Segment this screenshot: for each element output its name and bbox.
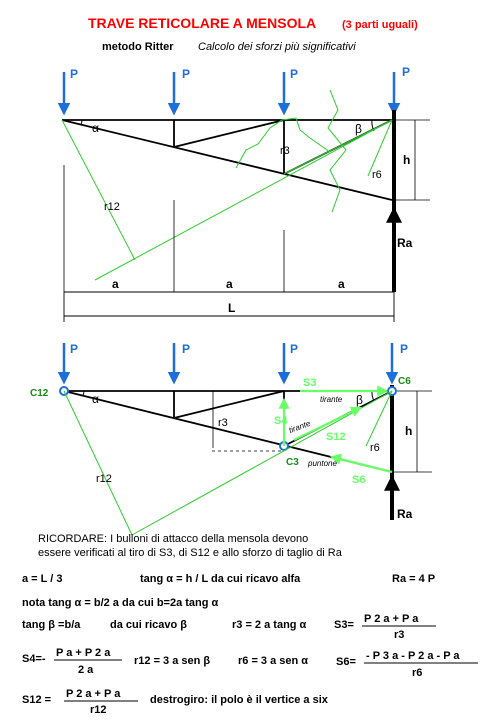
beta-label: β	[356, 393, 363, 407]
s4-numerator: P a + P 2 a	[56, 647, 111, 659]
formula-b: nota tang α = b/2 a da cui b=2a tang α	[22, 597, 219, 609]
r6-perpendicular	[368, 120, 392, 176]
s6-denominator: r6	[412, 667, 423, 679]
c3-label: C3	[286, 457, 299, 468]
s3-denominator: r3	[394, 629, 405, 641]
tirante-label: tirante	[320, 395, 343, 404]
r6-label: r6	[370, 442, 380, 454]
c6-label: C6	[398, 376, 411, 387]
s4-label: S4	[274, 415, 288, 427]
h-label: h	[405, 424, 413, 438]
s6-numerator: - P 3 a - P 2 a - P a	[366, 650, 460, 662]
r12-label: r12	[96, 473, 112, 485]
formula-tang-beta: tang β =b/a	[22, 619, 81, 631]
r6-perpendicular	[366, 391, 392, 446]
load-label: P	[290, 342, 299, 356]
diagram-title: TRAVE RETICOLARE A MENSOLA	[88, 15, 317, 31]
s3-lhs: S3=	[334, 619, 354, 631]
r3-label: r3	[218, 417, 228, 429]
method-label: metodo Ritter	[102, 41, 174, 53]
ra-label: Ra	[397, 507, 413, 521]
load-label: P	[402, 65, 411, 79]
formula-a: a = L / 3	[22, 573, 63, 585]
formula-ra: Ra = 4 P	[392, 573, 436, 585]
beta-arc	[372, 391, 374, 401]
formula-tang-alpha: tang α = h / L da cui ricavo alfa	[140, 573, 301, 585]
construction-lines-1	[62, 90, 392, 280]
formula-beta-derive: da cui ricavo β	[110, 619, 188, 631]
truss-2	[30, 342, 432, 535]
r12-perpendicular	[62, 120, 135, 260]
s6-label: S6	[352, 474, 366, 486]
title-note: (3 parti uguali)	[342, 19, 418, 31]
a-label: a	[338, 277, 345, 291]
r12-label: r12	[104, 201, 120, 213]
formula-r6: r6 = 3 a sen α	[238, 655, 309, 667]
bottom-chord	[62, 120, 392, 200]
alpha-label: α	[92, 121, 99, 135]
r6-line	[284, 120, 392, 174]
formula-destrogiro: destrogiro: il polo è il vertice a six	[150, 694, 328, 706]
s4-denominator: 2 a	[78, 664, 94, 676]
s6-lhs: S6=	[336, 656, 356, 668]
r12-construction	[95, 120, 392, 280]
formula-r3: r3 = 2 a tang α	[232, 619, 307, 631]
formula-r12: r12 = 3 a sen β	[134, 655, 211, 667]
s3-numerator: P 2 a + P a	[364, 613, 419, 625]
s12-label: S12	[326, 431, 346, 443]
a-label: a	[112, 277, 119, 291]
load-label: P	[70, 67, 79, 81]
beta-label: β	[355, 122, 362, 136]
diagonal-member	[174, 120, 284, 147]
r12-perpendicular	[64, 391, 132, 535]
note-line-2: essere verificati al tiro di S3, di S12 e allo sforzo di taglio di Ra	[38, 547, 342, 559]
puntone-label: puntone	[308, 459, 337, 468]
load-arrows-1	[64, 72, 394, 113]
s12-denominator: r12	[90, 704, 107, 716]
formulas	[22, 573, 478, 716]
s4-lhs: S4=-	[22, 653, 46, 665]
s3-label: S3	[303, 377, 317, 389]
construction-lines-2	[64, 391, 392, 535]
truss-members-1	[62, 120, 392, 200]
truss-1	[62, 65, 430, 322]
load-label: P	[182, 67, 191, 81]
ra-label: Ra	[397, 236, 413, 250]
r6-label: r6	[372, 169, 382, 181]
load-arrows-2	[64, 343, 392, 382]
h-label: h	[403, 153, 411, 167]
guide-lines-1	[64, 165, 284, 292]
s6-arrow	[332, 457, 392, 472]
c12-label: C12	[30, 388, 49, 399]
r3-label: r3	[280, 145, 290, 157]
s12-numerator: P 2 a + P a	[66, 688, 121, 700]
subtitle: Calcolo dei sforzi più significativi	[198, 41, 356, 53]
a-label: a	[226, 277, 233, 291]
tirante-label: tirante	[287, 418, 312, 435]
alpha-label: α	[92, 392, 99, 406]
load-label: P	[290, 67, 299, 81]
L-label: L	[228, 301, 236, 315]
note-line-1: RICORDARE: I bulloni di attacco della mensola devono	[38, 533, 309, 545]
load-label: P	[70, 342, 79, 356]
s12-lhs: S12 =	[22, 694, 52, 706]
load-label: P	[182, 342, 191, 356]
load-label: P	[400, 342, 409, 356]
diagonal-member	[174, 391, 284, 418]
